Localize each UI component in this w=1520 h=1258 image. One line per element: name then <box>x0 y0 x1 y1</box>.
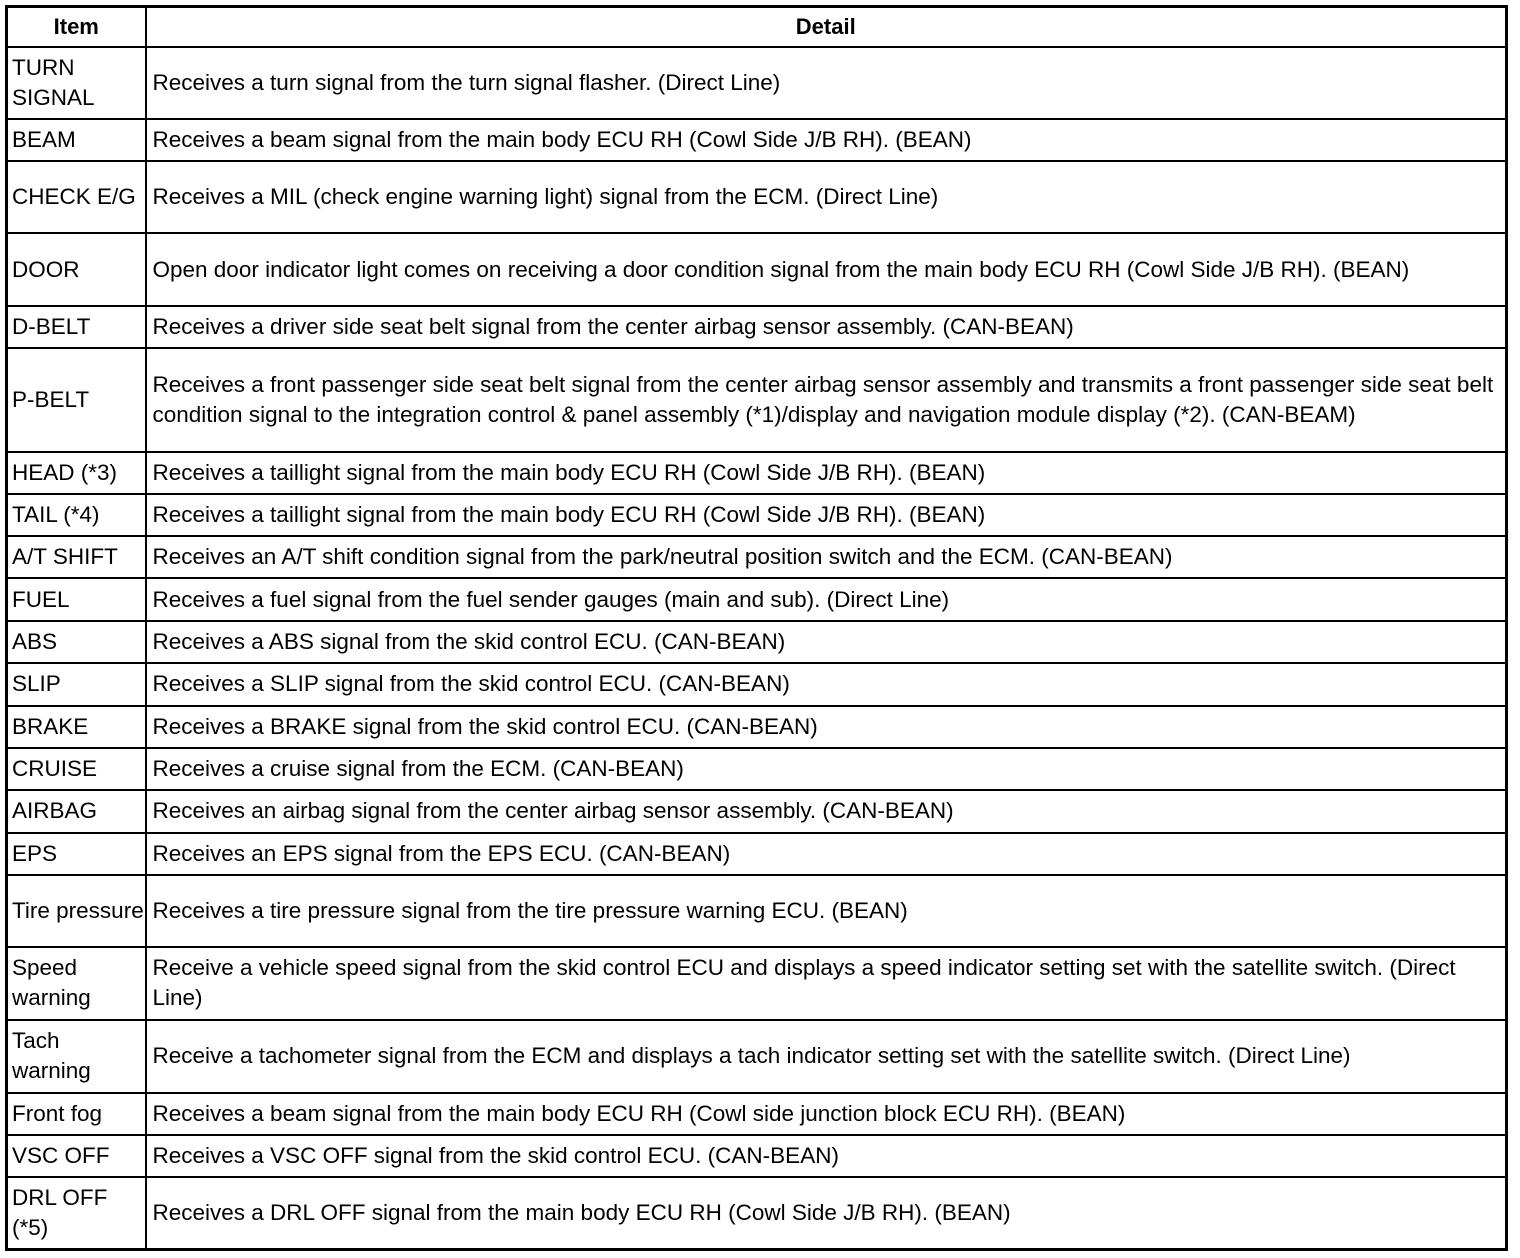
detail-cell: Receives a SLIP signal from the skid control ECU. (CAN-BEAN) <box>146 663 1507 705</box>
table-row <box>7 536 1507 578</box>
item-cell: ABS <box>7 621 146 663</box>
item-cell: TAIL (*4) <box>7 494 146 536</box>
column-header-detail: Detail <box>146 7 1507 47</box>
detail-cell: Receives a tire pressure signal from the tire pressure warning ECU. (BEAN) <box>146 875 1507 947</box>
table-row <box>7 161 1507 233</box>
item-cell: FUEL <box>7 578 146 621</box>
item-cell: Speed warning <box>7 947 146 1019</box>
item-cell: Front fog <box>7 1093 146 1135</box>
detail-cell: Receives a MIL (check engine warning light) signal from the ECM. (Direct Line) <box>146 161 1507 233</box>
table-row <box>7 790 1507 833</box>
detail-cell: Receives a driver side seat belt signal from the center airbag sensor assembly. (CAN-BEAN) <box>146 306 1507 348</box>
detail-cell: Receives a cruise signal from the ECM. (CAN-BEAN) <box>146 748 1507 790</box>
detail-cell: Receive a tachometer signal from the ECM and displays a tach indicator setting set with the satellite switch. (Direct Line) <box>146 1020 1507 1093</box>
table-row <box>7 452 1507 494</box>
item-cell: TURN SIGNAL <box>7 47 146 119</box>
detail-cell: Receives a taillight signal from the main body ECU RH (Cowl Side J/B RH). (BEAN) <box>146 452 1507 494</box>
detail-cell: Receives a BRAKE signal from the skid control ECU. (CAN-BEAN) <box>146 706 1507 748</box>
table-row <box>7 833 1507 875</box>
table-row <box>7 47 1507 119</box>
table-row <box>7 233 1507 306</box>
table-row <box>7 621 1507 663</box>
item-cell: Tire pressure <box>7 875 146 947</box>
detail-cell: Receives a taillight signal from the main body ECU RH (Cowl Side J/B RH). (BEAN) <box>146 494 1507 536</box>
item-cell: SLIP <box>7 663 146 705</box>
item-cell: BRAKE <box>7 706 146 748</box>
table-row <box>7 663 1507 705</box>
item-cell: DOOR <box>7 233 146 306</box>
column-header-item: Item <box>7 7 146 47</box>
item-cell: HEAD (*3) <box>7 452 146 494</box>
item-cell: DRL OFF (*5) <box>7 1177 146 1249</box>
table-header-row <box>7 7 1507 47</box>
table-row <box>7 1177 1507 1249</box>
table-row <box>7 706 1507 748</box>
detail-cell: Receives a VSC OFF signal from the skid control ECU. (CAN-BEAN) <box>146 1135 1507 1177</box>
item-cell: VSC OFF <box>7 1135 146 1177</box>
detail-cell: Receives a turn signal from the turn signal flasher. (Direct Line) <box>146 47 1507 119</box>
detail-cell: Receives a DRL OFF signal from the main body ECU RH (Cowl Side J/B RH). (BEAN) <box>146 1177 1507 1249</box>
item-cell: D-BELT <box>7 306 146 348</box>
detail-cell: Receives an EPS signal from the EPS ECU. (CAN-BEAN) <box>146 833 1507 875</box>
item-cell: P-BELT <box>7 348 146 451</box>
item-cell: EPS <box>7 833 146 875</box>
table-row <box>7 578 1507 621</box>
item-cell: CRUISE <box>7 748 146 790</box>
table-row <box>7 748 1507 790</box>
table-row <box>7 119 1507 161</box>
item-cell: A/T SHIFT <box>7 536 146 578</box>
table-row <box>7 1135 1507 1177</box>
detail-cell: Receives a ABS signal from the skid control ECU. (CAN-BEAN) <box>146 621 1507 663</box>
detail-cell: Receives a front passenger side seat belt signal from the center airbag sensor assembly and transmits a front passenger side seat belt condition signal to the integration control & panel assembly (*1)/display and navigation module display (*2). (CAN-BEAM) <box>146 348 1507 451</box>
item-cell: Tach warning <box>7 1020 146 1093</box>
table-row <box>7 494 1507 536</box>
table-row <box>7 875 1507 947</box>
detail-cell: Receives a fuel signal from the fuel sender gauges (main and sub). (Direct Line) <box>146 578 1507 621</box>
table-row <box>7 306 1507 348</box>
table-row <box>7 947 1507 1019</box>
detail-cell: Open door indicator light comes on receiving a door condition signal from the main body ECU RH (Cowl Side J/B RH). (BEAN) <box>146 233 1507 306</box>
detail-cell: Receives a beam signal from the main body ECU RH (Cowl Side J/B RH). (BEAN) <box>146 119 1507 161</box>
indicator-signal-table <box>5 5 1508 1251</box>
item-cell: CHECK E/G <box>7 161 146 233</box>
detail-cell: Receive a vehicle speed signal from the skid control ECU and displays a speed indicator setting set with the satellite switch. (Direct Line) <box>146 947 1507 1019</box>
item-cell: BEAM <box>7 119 146 161</box>
table-row <box>7 348 1507 451</box>
table-row <box>7 1093 1507 1135</box>
detail-cell: Receives an A/T shift condition signal from the park/neutral position switch and the ECM. (CAN-BEAN) <box>146 536 1507 578</box>
table-row <box>7 1020 1507 1093</box>
detail-cell: Receives a beam signal from the main body ECU RH (Cowl side junction block ECU RH). (BEAN) <box>146 1093 1507 1135</box>
detail-cell: Receives an airbag signal from the center airbag sensor assembly. (CAN-BEAN) <box>146 790 1507 833</box>
item-cell: AIRBAG <box>7 790 146 833</box>
